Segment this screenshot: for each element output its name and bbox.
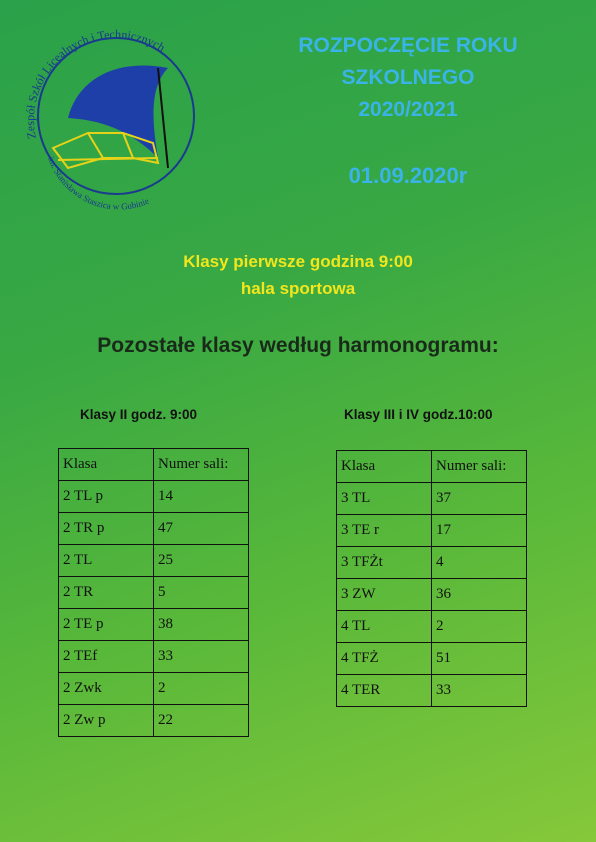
table-row xyxy=(59,577,249,609)
room-cell: 5 xyxy=(154,577,249,609)
classes-iii-iv-table xyxy=(336,450,527,707)
room-cell: 36 xyxy=(432,579,527,611)
room-cell: 37 xyxy=(432,483,527,515)
class-cell: 2 TE p xyxy=(59,609,154,641)
room-cell: 25 xyxy=(154,545,249,577)
table-header-row xyxy=(337,451,527,483)
header-class: Klasa xyxy=(59,449,154,481)
table-row xyxy=(337,611,527,643)
room-cell: 47 xyxy=(154,513,249,545)
table-row xyxy=(59,545,249,577)
class-cell: 2 TL xyxy=(59,545,154,577)
event-date: 01.09.2020r xyxy=(348,163,468,188)
class-cell: 2 Zwk xyxy=(59,673,154,705)
classes-ii-table xyxy=(58,448,249,737)
class-cell: 2 TL p xyxy=(59,481,154,513)
title-line-1: ROZPOCZĘCIE ROKU xyxy=(298,34,518,57)
table-row xyxy=(59,481,249,513)
room-cell: 51 xyxy=(432,643,527,675)
class-cell: 3 TFŻt xyxy=(337,547,432,579)
class-cell: 3 TE r xyxy=(337,515,432,547)
table-row xyxy=(59,705,249,737)
table-row xyxy=(337,515,527,547)
room-cell: 38 xyxy=(154,609,249,641)
class-cell: 2 TEf xyxy=(59,641,154,673)
table-row xyxy=(337,483,527,515)
room-cell: 33 xyxy=(154,641,249,673)
class-cell: 2 TR p xyxy=(59,513,154,545)
logo-text-bottom: im. Stanisława Staszica w Gubinie xyxy=(46,155,151,212)
first-classes-time: Klasy pierwsze godzina 9:00 xyxy=(183,252,413,271)
class-cell: 3 ZW xyxy=(337,579,432,611)
table-row xyxy=(337,579,527,611)
table-row xyxy=(337,675,527,707)
table-row xyxy=(59,641,249,673)
table-row xyxy=(59,609,249,641)
class-cell: 4 TER xyxy=(337,675,432,707)
room-cell: 14 xyxy=(154,481,249,513)
header-room: Numer sali: xyxy=(432,451,527,483)
class-cell: 2 TR xyxy=(59,577,154,609)
table-row xyxy=(337,547,527,579)
table-left-caption: Klasy II godz. 9:00 xyxy=(80,407,198,422)
header-room: Numer sali: xyxy=(154,449,249,481)
title-line-3: 2020/2021 xyxy=(358,98,458,121)
class-cell: 2 Zw p xyxy=(59,705,154,737)
room-cell: 4 xyxy=(432,547,527,579)
school-logo xyxy=(8,8,218,218)
first-classes-place: hala sportowa xyxy=(240,279,356,298)
table-row xyxy=(337,643,527,675)
logo-text-top: Zespół Szkół Licealnych i Technicznych xyxy=(22,27,168,141)
class-cell: 4 TL xyxy=(337,611,432,643)
table-row xyxy=(59,673,249,705)
header-class: Klasa xyxy=(337,451,432,483)
table-header-row xyxy=(59,449,249,481)
table-row xyxy=(59,513,249,545)
room-cell: 2 xyxy=(154,673,249,705)
class-cell: 4 TFŻ xyxy=(337,643,432,675)
schedule-heading: Pozostałe klasy według harmonogramu: xyxy=(97,334,499,357)
room-cell: 2 xyxy=(432,611,527,643)
room-cell: 22 xyxy=(154,705,249,737)
room-cell: 17 xyxy=(432,515,527,547)
table-right-caption: Klasy III i IV godz.10:00 xyxy=(344,407,493,422)
title-line-2: SZKOLNEGO xyxy=(341,66,475,89)
class-cell: 3 TL xyxy=(337,483,432,515)
room-cell: 33 xyxy=(432,675,527,707)
